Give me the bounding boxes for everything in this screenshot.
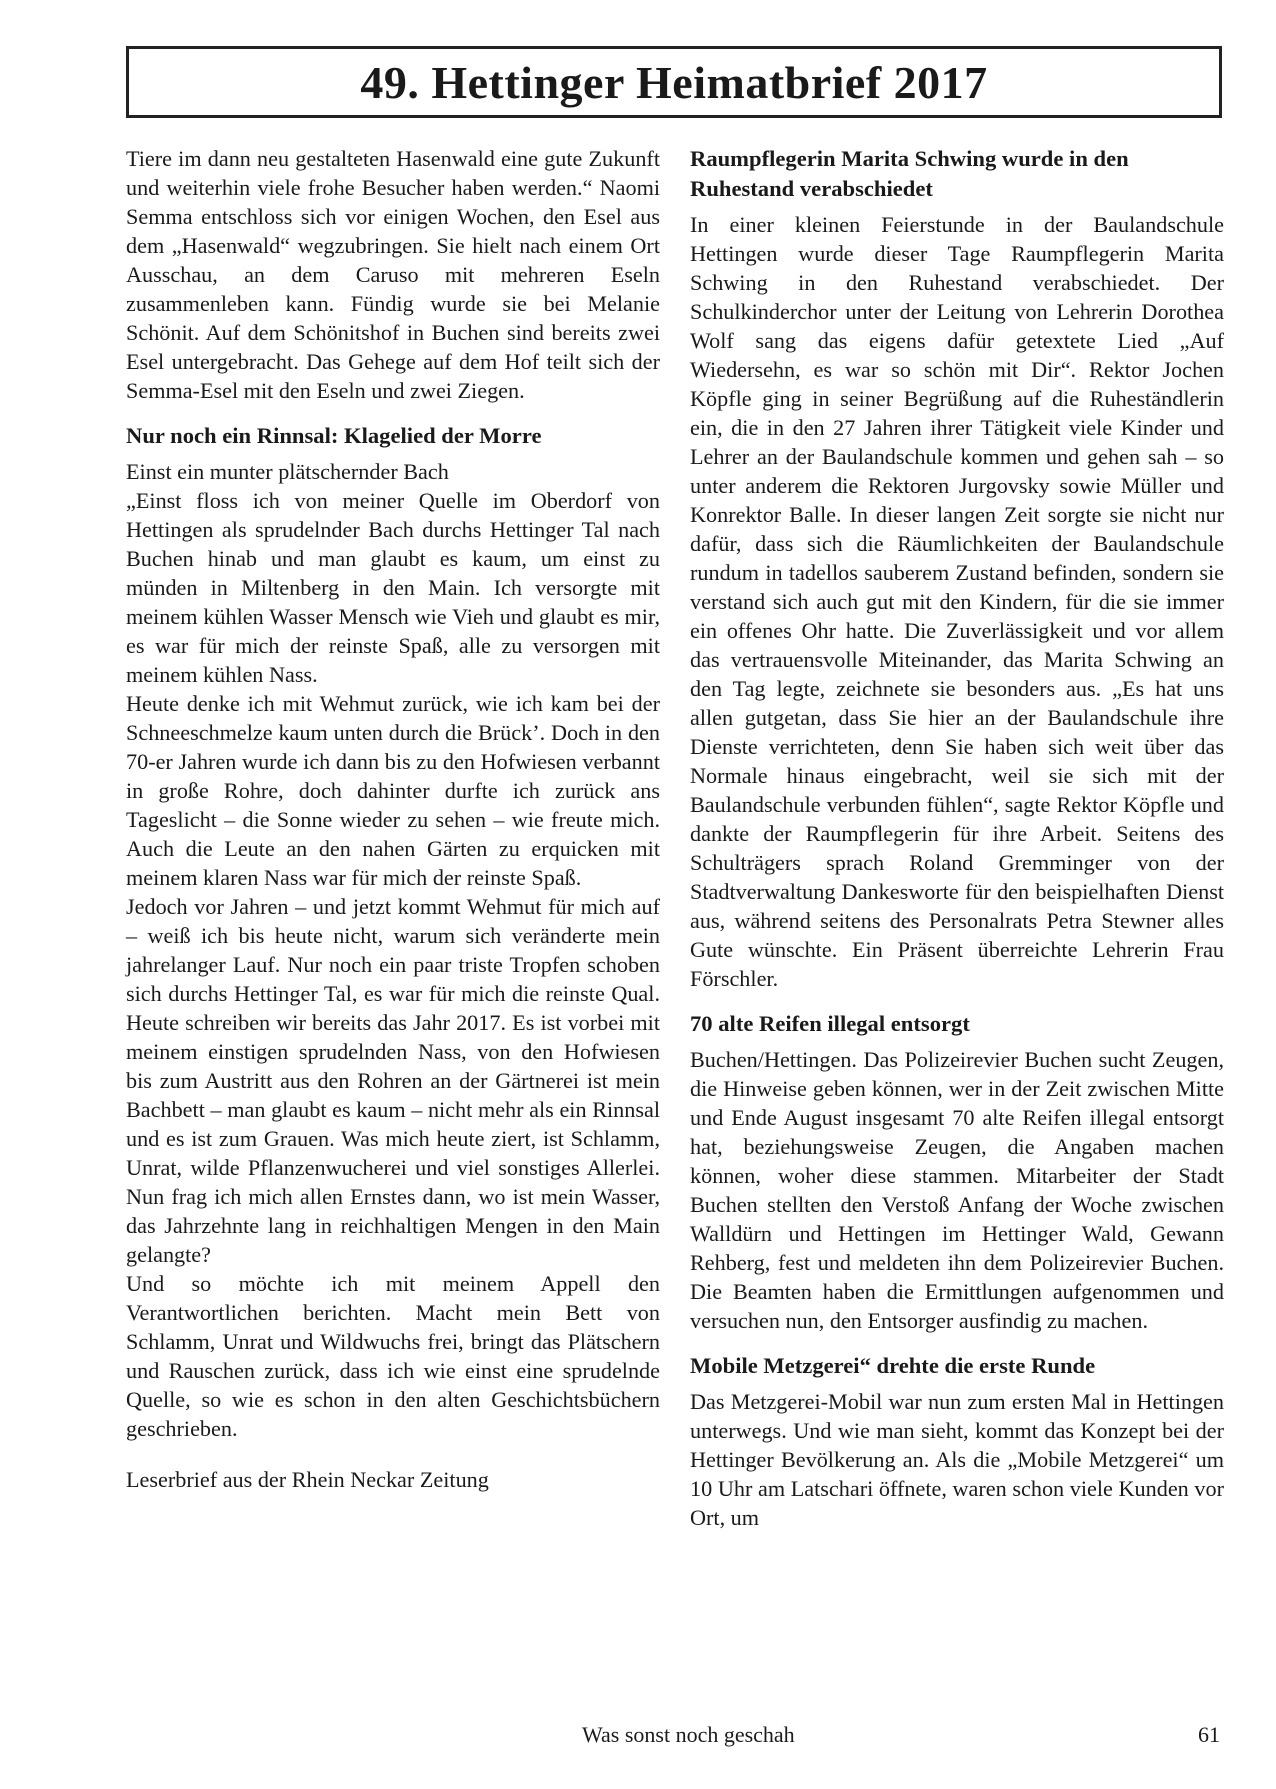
reifen-article-body: Buchen/Hettingen. Das Polizeirevier Buchen sucht Zeugen, die Hinweise geben können, wer in der Zeit zwischen Mitte und Ende August insgesamt 70 alte Reifen illegal entsorgt hat, beziehungsweise Zeugen, die Angaben machen können, woher diese stammen. Mitarbeiter der Stadt Buchen stellten den Verstoß Anfang der Woche zwischen Walldürn und Hettingen im Hettinger Wald, Gewann Rehberg, fest und meldeten ihn dem Polizeirevier Buchen. Die Beamten haben die Ermittlungen aufgenommen und versuchen nun, den Entsorger ausfindig zu machen. <box>690 1047 1224 1333</box>
morre-paragraph-1: „Einst floss ich von meiner Quelle im Oberdorf von Hettingen als sprudelnder Bach durchs Hettinger Tal nach Buchen hinab und man glaubt es kaum, um einst zu münden in Miltenberg in den Main. Ich versorgte mit meinem kühlen Wasser Mensch wie Vieh und glaubt es mir, es war für mich der reinste Spaß, alle zu versorgen mit meinem kühlen Nass. <box>126 488 660 687</box>
morre-source-note: Leserbrief aus der Rhein Neckar Zeitung <box>126 1467 489 1492</box>
page-number: 61 <box>1198 1722 1220 1747</box>
morre-paragraph-2: Heute denke ich mit Wehmut zurück, wie ich kam bei der Schneeschmelze kaum unten durch die Brück’. Doch in den 70-er Jahren wurde ich dann bis zu den Hofwiesen verbannt in große Rohre, doch dahinter durfte ich zurück ans Tageslicht – die Sonne wieder zu sehen – wie freute mich. Auch die Leute an den nahen Gärten zu erquicken mit meinem klaren Nass war für mich der reinste Spaß. <box>126 691 660 890</box>
left-column <box>126 144 660 1494</box>
morre-paragraph-4: Und so möchte ich mit meinem Appell den Verantwortlichen berichten. Macht mein Bett von Schlamm, Unrat und Wildwuchs frei, bringt das Plätschern und Rauschen zurück, dass ich wie einst eine sprudelnde Quelle, so wie es schon in den alten Geschichtsbüchern geschrieben. <box>126 1271 660 1441</box>
page-header-box <box>126 46 1222 118</box>
page-title: 49. Hettinger Heimatbrief 2017 <box>360 56 988 108</box>
schwing-article-heading: Raumpflegerin Marita Schwing wurde in den Ruhestand verabschiedet <box>690 146 1129 201</box>
reifen-article-heading: 70 alte Reifen illegal entsorgt <box>690 1011 970 1036</box>
morre-paragraph-3: Jedoch vor Jahren – und jetzt kommt Wehmut für mich auf – weiß ich bis heute nicht, warum sich veränderte mein jahrelanger Lauf. Nur noch ein paar triste Tropfen schoben sich durchs Hettinger Tal, es war für mich die reinste Qual. Heute schreiben wir bereits das Jahr 2017. Es ist vorbei mit meinem einstigen sprudelnden Nass, von den Hofwiesen bis zum Austritt aus den Rohren an der Gärtnerei ist mein Bachbett – man glaubt es kaum – nicht mehr als ein Rinnsal und es ist zum Grauen. Was mich heute ziert, ist Schlamm, Unrat, wilde Pflanzenwucherei und viel sonstiges Allerlei. Nun frag ich mich allen Ernstes dann, wo ist mein Wasser, das Jahrzehnte lang in reichhaltigen Mengen in den Main gelangte? <box>126 894 660 1267</box>
metzgerei-article-body: Das Metzgerei-Mobil war nun zum ersten Mal in Hettingen unterwegs. Und wie man sieht, kommt das Konzept bei der Hettinger Bevölkerung an. Als die „Mobile Metzgerei“ um 10 Uhr am Latschari öffnete, waren schon viele Kunden vor Ort, um <box>690 1389 1224 1530</box>
morre-subline: Einst ein munter plätschernder Bach <box>126 459 449 484</box>
right-column <box>690 144 1224 1532</box>
footer-section-title: Was sonst noch geschah <box>582 1722 795 1747</box>
metzgerei-article-heading: Mobile Metzgerei“ drehte die erste Runde <box>690 1353 1096 1378</box>
hasenwald-article-continuation: Tiere im dann neu gestalteten Hasenwald eine gute Zukunft und weiterhin viele frohe Besucher haben werden.“ Naomi Semma entschloss sich vor einigen Wochen, den Esel aus dem „Hasenwald“ wegzubringen. Sie hielt nach einem Ort Ausschau, an dem Caruso mit mehreren Eseln zusammenleben kann. Fündig wurde sie bei Melanie Schönit. Auf dem Schönitshof in Buchen sind bereits zwei Esel untergebracht. Das Gehege auf dem Hof teilt sich der Semma-Esel mit den Eseln und zwei Ziegen. <box>126 146 660 403</box>
schwing-article-body: In einer kleinen Feierstunde in der Baulandschule Hettingen wurde dieser Tage Raumpflegerin Marita Schwing in den Ruhestand verabschiedet. Der Schulkinderchor unter der Leitung von Lehrerin Dorothea Wolf sang das eigens dafür getextete Lied „Auf Wiedersehn, es war so schön mit Dir“. Rektor Jochen Köpfle ging in seiner Begrüßung auf die Ruheständlerin ein, die in den 27 Jahren ihrer Tätigkeit viele Kinder und Lehrer an der Baulandschule kommen und gehen sah – so unter anderem die Rektoren Jurgovsky sowie Müller und Konrektor Balle. In dieser langen Zeit sorgte sie nicht nur dafür, dass sich die Räumlichkeiten der Baulandschule rundum in tadellos sauberem Zustand befinden, sondern sie verstand sich auch gut mit den Kindern, für die sie immer ein offenes Ohr hatte. Die Zuverlässigkeit und vor allem das vertrauensvolle Miteinander, das Marita Schwing an den Tag legte, zeichnete sie besonders aus. „Es hat uns allen gutgetan, dass Sie hier an der Baulandschule ihre Dienste verrichteten, denn Sie haben sich weit über das Normale hinaus eingebracht, weil sie sich mit der Baulandschule verbunden fühlen“, sagte Rektor Köpfle und dankte der Raumpflegerin für ihre Arbeit. Seitens des Schulträgers sprach Roland Gremminger von der Stadtverwaltung Dankesworte für den beispielhaften Dienst aus, während seitens des Personalrats Petra Stewner alles Gute wünschte. Ein Präsent überreichte Lehrerin Frau Förschler. <box>690 212 1224 991</box>
morre-article-heading: Nur noch ein Rinnsal: Klagelied der Morre <box>126 423 542 448</box>
